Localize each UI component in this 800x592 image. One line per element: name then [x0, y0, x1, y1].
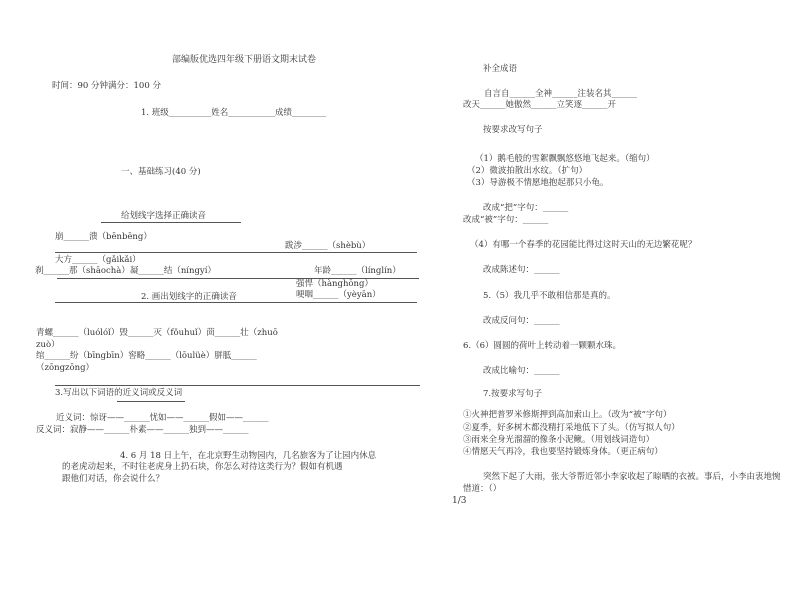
pinyin-item-3: 大方______（gǎikǎi）: [55, 255, 141, 265]
write-item-1: ①火神把普罗米修斯押到高加索山上。（改为“被”字句）: [463, 410, 672, 420]
write-sentences-heading: 7.按要求写句子: [483, 389, 543, 399]
antonyms-line: 反义词：寂静——______朴素——______独到——______: [36, 425, 249, 435]
write-item-3: ③雨来全身光溜溜的像条小泥鳅。（用划线词造句）: [463, 435, 655, 445]
section-1-heading: 一、基础练习(40 分): [121, 167, 201, 177]
write-item-4: ④情愿天气再冷，我也要坚持锻炼身体。（更正病句）: [463, 447, 663, 457]
question-3: 3.写出以下词语的近义词或反义词: [55, 388, 183, 398]
page-number: 1/3: [452, 496, 467, 506]
rewrite-metaphor: 改成比喻句：______: [483, 366, 560, 376]
pinyin-item-6: 强悍（hànghōng）: [296, 279, 373, 289]
write-item-5: 突然下起了大雨，张大爷帮近邻小李家收起了晾晒的衣被。事后，小李由衷地惋: [483, 472, 781, 482]
rewrite-item-4: （4）有哪一个春季的花园能比得过这时天山的无边繁花呢？: [470, 240, 697, 250]
pinyin-row-1: 青螺______（luólóǐ）毁______灭（fǒuhuǐ）茴______壮（zhuō: [36, 328, 278, 338]
idiom-row-1: 自言自______全神______注装名其______: [484, 89, 638, 99]
rewrite-item-1: （1）鹅毛般的雪絮飘飘悠悠地飞起来。（缩句）: [475, 154, 655, 164]
divider-line: [117, 401, 185, 402]
divider-line: [55, 252, 417, 253]
rewrite-rhetorical: 改成反问句：______: [483, 316, 560, 326]
rewrite-heading: 按要求改写句子: [483, 125, 543, 135]
write-item-5-cont: 惜道：（）: [463, 484, 502, 494]
pinyin-row-1-cont: zuò）: [36, 340, 60, 350]
pinyin-row-2-cont: （zōngzōng）: [36, 363, 95, 373]
rewrite-item-6: 6.（6）圆圆的荷叶上转动着一颗颗水珠。: [463, 341, 622, 351]
question-4-line-1: 4. 6 月 18 日上午，在北京野生动物园内，几名旅客为了让园内休息: [120, 451, 377, 461]
section-1-subheading: 给划线字选择正确读音: [121, 211, 207, 221]
pinyin-item-7: 哽咽______（yèyān）: [296, 290, 381, 300]
pinyin-item-4: 刹______那（shāochà）凝______结（níngyí）: [35, 266, 216, 276]
rewrite-bei-sentence: 改成“被”字句：______: [463, 215, 549, 225]
pinyin-item-5: 年龄______（línglín）: [314, 266, 401, 276]
rewrite-ba-sentence: 改成“把”字句：______: [483, 203, 569, 213]
rewrite-item-3: （3）导游极不情愿地抱起那只小龟。: [467, 178, 609, 188]
rewrite-item-2: （2）微波拍散出水纹。（扩句）: [467, 166, 588, 176]
divider-line: [55, 302, 417, 303]
rewrite-declarative: 改成陈述句：______: [483, 265, 560, 275]
synonyms-line: 近义词：惊讶——______忧如——______假如——______: [56, 413, 269, 423]
divider-line: [55, 385, 420, 386]
question-4-line-2: 的老虎动起来，不时往老虎身上扔石块，你怎么对待这类行为？假如有机遇: [62, 462, 343, 472]
exam-time: 时间：90 分钟满分：100 分: [52, 81, 161, 91]
pinyin-item-1: 崩______溃（bēnbēng）: [55, 232, 152, 242]
page-title: 部编版优选四年级下册语文期末试卷: [172, 55, 317, 65]
idiom-heading: 补全成语: [483, 64, 518, 74]
question-4-line-3: 跟他们对话，你会说什么？: [62, 474, 165, 484]
rewrite-item-5: 5.（5）我几乎不敢相信那是真的。: [483, 291, 616, 301]
idiom-row-2: 改天______她傲然______立笑逐______开: [463, 100, 617, 110]
write-item-2: ②夏季，好多树木都没精打采地低下了头。（仿写拟人句）: [463, 423, 680, 433]
pinyin-question-2: 2. 画出划线字的正确读音: [141, 292, 237, 302]
question-1-fields: 1. 班级__________姓名___________成绩________: [141, 108, 327, 118]
divider-line: [101, 222, 241, 223]
pinyin-item-2: 跋涉______（shèbù）: [285, 241, 371, 251]
pinyin-row-2: 绾______纷（bīngbīn）窖略______（lōulüè）胼胝______: [36, 351, 257, 361]
